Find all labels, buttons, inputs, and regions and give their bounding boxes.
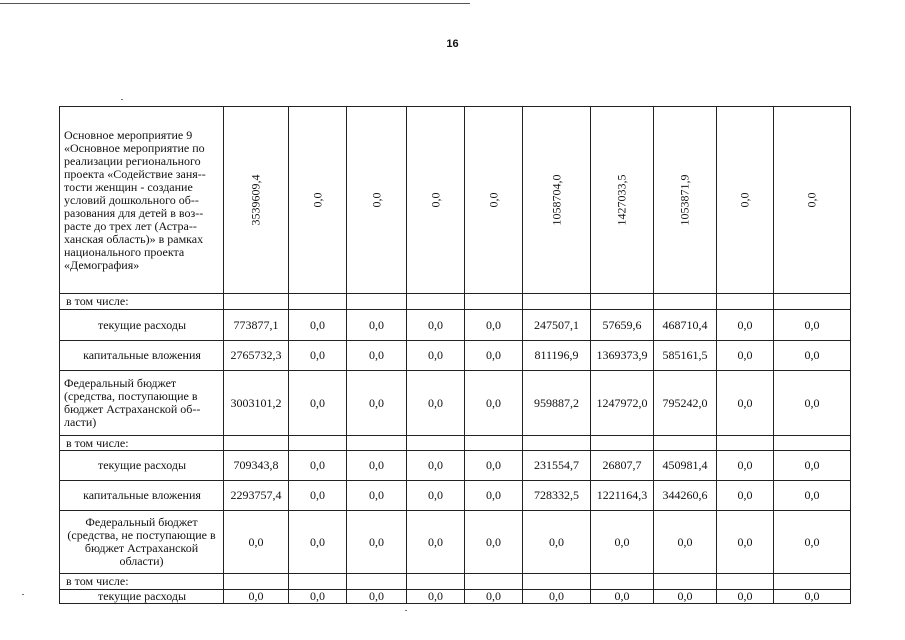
table-body [60, 107, 851, 604]
value-cell: 0,0 [407, 590, 465, 604]
value-cell: 959887,2 [523, 371, 591, 436]
value-cell [407, 436, 465, 451]
table-row [60, 294, 851, 310]
value-cell: 585161,5 [654, 341, 717, 371]
value-cell [465, 107, 523, 294]
value-cell: 1369373,9 [591, 341, 654, 371]
value-cell: 2765732,3 [224, 341, 289, 371]
scan-speck [405, 610, 407, 611]
value-cell: 0,0 [347, 590, 407, 604]
value-cell [407, 107, 465, 294]
value-cell: 0,0 [717, 310, 774, 341]
value-cell: 0,0 [224, 590, 289, 604]
value-cell: 0,0 [465, 451, 523, 481]
value-cell: 709343,8 [224, 451, 289, 481]
table-row-main-event [60, 107, 851, 294]
value-cell [654, 107, 717, 294]
value-cell [591, 107, 654, 294]
rotated-value: 0,0 [310, 192, 324, 208]
value-cell [465, 574, 523, 590]
rotated-value: 0,0 [737, 192, 752, 208]
value-cell [465, 436, 523, 451]
value-cell: 0,0 [465, 590, 523, 604]
top-rule [0, 3, 470, 4]
value-cell [347, 574, 407, 590]
value-cell: 0,0 [717, 371, 774, 436]
value-cell: 0,0 [347, 371, 407, 436]
value-cell [717, 107, 774, 294]
value-cell: 0,0 [289, 511, 347, 574]
value-cell: 1247972,0 [591, 371, 654, 436]
value-cell: 0,0 [523, 590, 591, 604]
table-row [60, 451, 851, 481]
row-label: Федеральный бюджет (средства, не поступающие в бюджет Астраханской области) [60, 511, 224, 574]
value-cell: 0,0 [717, 590, 774, 604]
value-cell: 450981,4 [654, 451, 717, 481]
value-cell: 0,0 [465, 371, 523, 436]
value-cell [347, 294, 407, 310]
value-cell [591, 294, 654, 310]
rotated-value: 1058704,0 [549, 174, 563, 226]
value-cell: 0,0 [289, 371, 347, 436]
value-cell [717, 574, 774, 590]
value-cell: 0,0 [347, 451, 407, 481]
value-cell [289, 574, 347, 590]
value-cell: 0,0 [774, 371, 851, 436]
value-cell: 0,0 [407, 371, 465, 436]
value-cell: 0,0 [407, 341, 465, 371]
table-row [60, 310, 851, 341]
value-cell [523, 294, 591, 310]
rotated-value: 0,0 [486, 192, 500, 208]
row-label: текущие расходы [60, 590, 224, 604]
value-cell: 0,0 [289, 451, 347, 481]
value-cell: 3003101,2 [224, 371, 289, 436]
value-cell [591, 574, 654, 590]
value-cell: 2293757,4 [224, 481, 289, 511]
value-cell: 247507,1 [523, 310, 591, 341]
value-cell [347, 107, 407, 294]
value-cell: 795242,0 [654, 371, 717, 436]
value-cell [347, 436, 407, 451]
row-label: Федеральный бюджет (средства, поступающие в бюджет Астраханской об-ласти) [60, 371, 224, 436]
value-cell: 344260,6 [654, 481, 717, 511]
value-cell: 0,0 [289, 590, 347, 604]
value-cell: 0,0 [717, 511, 774, 574]
row-label: капитальные вложения [60, 481, 224, 511]
value-cell: 0,0 [465, 511, 523, 574]
rotated-value: 0,0 [369, 192, 383, 208]
value-cell: 0,0 [407, 451, 465, 481]
rotated-value: 1053871,9 [677, 174, 692, 226]
value-cell: 0,0 [774, 511, 851, 574]
main-event-label: Основное мероприятие 9 «Основное мероприятие по реализации регионального проекта «Содействие заня-тости женщин - создание условий дошкольного об-разования для детей в воз-расте до трех лет (Астра-ханская область)» в рамках национального проекта «Демография» [60, 107, 224, 294]
value-cell: 0,0 [717, 451, 774, 481]
value-cell: 811196,9 [523, 341, 591, 371]
value-cell: 0,0 [717, 481, 774, 511]
value-cell [591, 436, 654, 451]
value-cell [717, 294, 774, 310]
value-cell [289, 107, 347, 294]
value-cell: 0,0 [465, 481, 523, 511]
value-cell: 0,0 [523, 511, 591, 574]
value-cell [224, 436, 289, 451]
value-cell: 0,0 [774, 451, 851, 481]
row-label: в том числе: [60, 574, 224, 590]
value-cell: 0,0 [347, 511, 407, 574]
value-cell [717, 436, 774, 451]
rotated-value: 0,0 [804, 192, 819, 208]
row-label: текущие расходы [60, 310, 224, 341]
value-cell: 0,0 [347, 310, 407, 341]
value-cell [407, 294, 465, 310]
value-cell: 1221164,3 [591, 481, 654, 511]
page-number: 16 [446, 38, 459, 50]
value-cell [654, 294, 717, 310]
value-cell [774, 294, 851, 310]
rotated-value: 3539609,4 [248, 174, 263, 226]
value-cell [407, 574, 465, 590]
value-cell: 26807,7 [591, 451, 654, 481]
value-cell: 0,0 [465, 310, 523, 341]
value-cell: 0,0 [654, 511, 717, 574]
value-cell: 57659,6 [591, 310, 654, 341]
value-cell [523, 436, 591, 451]
value-cell: 0,0 [289, 481, 347, 511]
value-cell: 0,0 [289, 310, 347, 341]
value-cell: 0,0 [774, 481, 851, 511]
row-label: капитальные вложения [60, 341, 224, 371]
rotated-value: 0,0 [428, 192, 442, 208]
row-label: в том числе: [60, 294, 224, 310]
value-cell: 0,0 [774, 310, 851, 341]
value-cell: 0,0 [774, 590, 851, 604]
value-cell [289, 294, 347, 310]
value-cell [654, 574, 717, 590]
value-cell: 0,0 [717, 341, 774, 371]
value-cell: 0,0 [347, 341, 407, 371]
value-cell: 231554,7 [523, 451, 591, 481]
scan-speck [22, 594, 24, 595]
value-cell [774, 436, 851, 451]
value-cell: 0,0 [224, 511, 289, 574]
value-cell: 0,0 [591, 511, 654, 574]
value-cell: 728332,5 [523, 481, 591, 511]
value-cell: 0,0 [774, 341, 851, 371]
value-cell [774, 107, 851, 294]
table-row [60, 371, 851, 436]
table-row [60, 436, 851, 451]
budget-table [59, 106, 851, 604]
row-label: в том числе: [60, 436, 224, 451]
value-cell: 0,0 [347, 481, 407, 511]
value-cell: 0,0 [465, 341, 523, 371]
value-cell [465, 294, 523, 310]
value-cell [523, 107, 591, 294]
table-row [60, 341, 851, 371]
value-cell: 468710,4 [654, 310, 717, 341]
value-cell [289, 436, 347, 451]
value-cell: 0,0 [289, 341, 347, 371]
value-cell: 0,0 [654, 590, 717, 604]
value-cell [654, 436, 717, 451]
value-cell: 0,0 [591, 590, 654, 604]
value-cell [523, 574, 591, 590]
value-cell: 0,0 [407, 481, 465, 511]
value-cell [224, 294, 289, 310]
rotated-value: 1427033,5 [614, 174, 629, 226]
table-row [60, 481, 851, 511]
table-row [60, 511, 851, 574]
value-cell [224, 574, 289, 590]
value-cell [224, 107, 289, 294]
value-cell: 773877,1 [224, 310, 289, 341]
value-cell [774, 574, 851, 590]
table-row [60, 590, 851, 604]
value-cell: 0,0 [407, 511, 465, 574]
value-cell: 0,0 [407, 310, 465, 341]
table-row [60, 574, 851, 590]
scan-speck [121, 99, 123, 100]
row-label: текущие расходы [60, 451, 224, 481]
